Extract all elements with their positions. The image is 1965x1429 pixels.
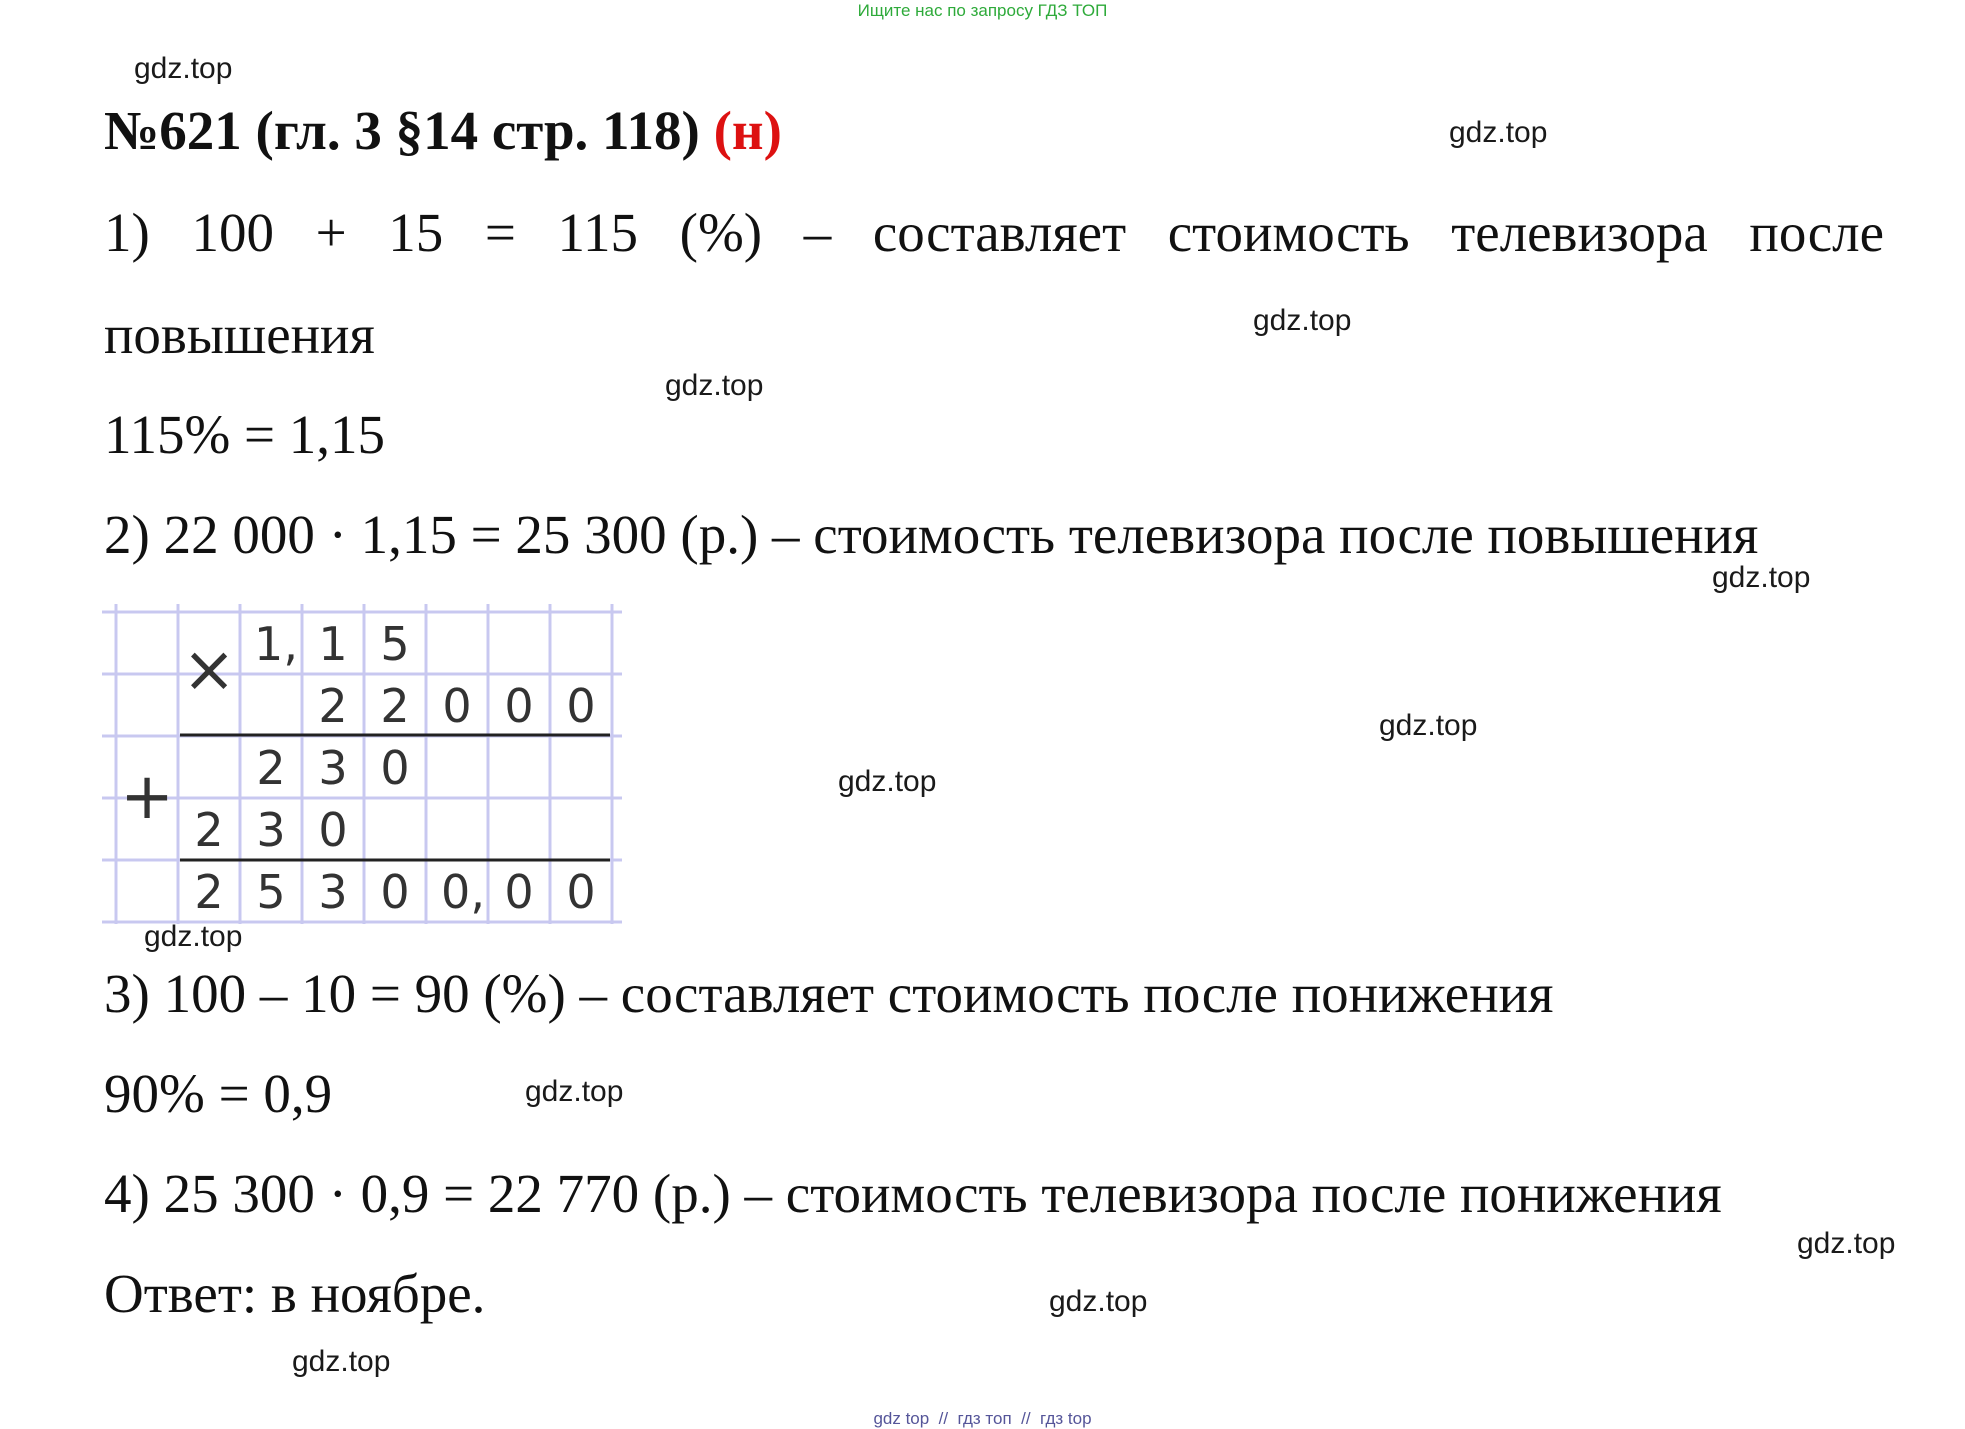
footer-watermark: gdz top // гдз топ // гдз top xyxy=(873,1409,1092,1428)
exercise-title xyxy=(104,96,782,166)
plus-sign: + xyxy=(120,760,174,834)
digit: 1, xyxy=(254,617,298,671)
digit: 3 xyxy=(318,741,348,795)
multiply-sign: × xyxy=(182,633,236,707)
digit: 5 xyxy=(380,617,410,671)
digit: 0 xyxy=(380,865,410,919)
digit: 2 xyxy=(380,679,410,733)
row-partial-1 xyxy=(256,741,409,795)
search-banner: Ищите нас по запросу ГДЗ ТОП xyxy=(857,1,1108,20)
watermark: gdz.top xyxy=(134,52,233,85)
watermark: gdz.top xyxy=(292,1345,391,1378)
step-2-line: 2) 22 000 · 1,15 = 25 300 (р.) – стоимость телевизора после повышения xyxy=(104,504,1759,565)
row-factor-2 xyxy=(318,679,595,733)
digit: 0 xyxy=(380,741,410,795)
calc-grid xyxy=(102,604,622,924)
watermark: gdz.top xyxy=(1449,116,1548,149)
digit: 1 xyxy=(318,617,348,671)
watermark: gdz.top xyxy=(1379,709,1478,742)
digit: 0 xyxy=(318,803,348,857)
watermark: gdz.top xyxy=(144,920,243,953)
step-4-line: 4) 25 300 · 0,9 = 22 770 (р.) – стоимость телевизора после понижения xyxy=(104,1163,1722,1224)
new-marker: (н) xyxy=(713,100,782,161)
watermark: gdz.top xyxy=(1797,1227,1896,1260)
row-factor-1 xyxy=(254,617,410,671)
digit: 0, xyxy=(441,865,485,919)
row-result xyxy=(194,865,595,919)
row-partial-2 xyxy=(194,803,347,857)
digit: 0 xyxy=(442,679,472,733)
watermark: gdz.top xyxy=(1712,561,1811,594)
step-1-continuation: повышения xyxy=(104,304,375,365)
answer-line: Ответ: в ноябре. xyxy=(104,1263,486,1324)
step-3-line: 3) 100 – 10 = 90 (%) – составляет стоимость после понижения xyxy=(104,963,1554,1024)
digit: 2 xyxy=(194,803,224,857)
digit: 0 xyxy=(566,865,596,919)
watermark: gdz.top xyxy=(838,765,937,798)
step-1-line: 1) 100 + 15 = 115 (%) – составляет стоимость телевизора после xyxy=(104,202,1884,263)
exercise-number: №621 (гл. 3 §14 стр. 118) xyxy=(104,100,700,161)
digit: 0 xyxy=(504,679,534,733)
digit: 5 xyxy=(256,865,286,919)
watermark: gdz.top xyxy=(665,369,764,402)
watermark: gdz.top xyxy=(1253,304,1352,337)
digit: 3 xyxy=(256,803,286,857)
column-multiplication xyxy=(102,598,632,928)
step-1-percent: 115% = 1,15 xyxy=(104,404,386,465)
step-3-percent: 90% = 0,9 xyxy=(104,1063,333,1124)
digit: 2 xyxy=(194,865,224,919)
digit: 2 xyxy=(318,679,348,733)
digit: 2 xyxy=(256,741,286,795)
watermark: gdz.top xyxy=(525,1075,624,1108)
digit: 0 xyxy=(504,865,534,919)
digit: 0 xyxy=(566,679,596,733)
digit: 3 xyxy=(318,865,348,919)
watermark: gdz.top xyxy=(1049,1285,1148,1318)
